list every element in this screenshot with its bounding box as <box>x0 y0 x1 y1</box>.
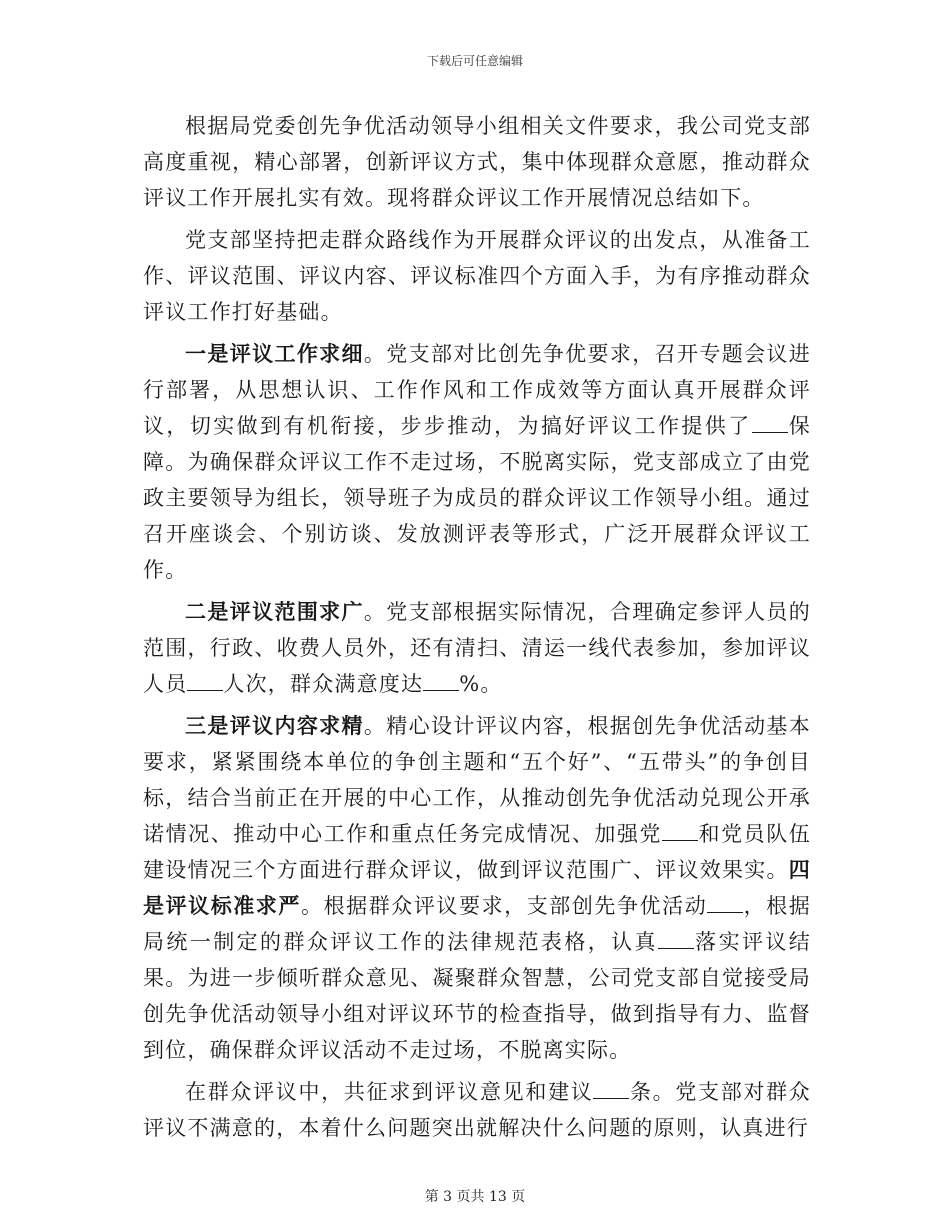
point-one-heading: 一是评议工作求细 <box>185 341 364 366</box>
point-two-text-a: 。党支部根据实际情况，合理确定参评人员的范围，行政、收费人员外，还有清扫、清运一线代表参加，参加评议人员 <box>143 600 811 696</box>
point-four-text-c: 落实评议结果。为进一步倾听群众意见、凝聚群众智慧，公司党支部自觉接受局创先争优活动领导小组对评议环节的检查指导，做到指导有力、监督到位，确保群众评议活动不走过场，不脱离实际。 <box>143 930 812 1062</box>
fill-blank <box>423 670 459 691</box>
point-three-heading: 三是评议内容求精 <box>185 713 364 738</box>
results-text-b: 条。党支部对群众评议不满意的，本着什么问题突出就解决什么问题的原则，认真进行 <box>143 1080 811 1140</box>
paragraph-point-three <box>143 708 811 1068</box>
point-one-text-a: 。党支部对比创先争优要求，召开专题会议进行部署，从思想认识、工作作风和工作成效等方面认真开展群众评议，切实做到有机衔接，步步推动，为搞好评议工作提供了 <box>143 342 811 438</box>
fill-blank <box>662 820 698 841</box>
point-four-heading: 四是评议标准求严 <box>143 857 811 918</box>
paragraph-results <box>143 1074 811 1146</box>
point-three-text-a: 。精心设计评议内容，根据创先争优活动基本要求，紧紧围绕本单位的争创主题和“五个好”、“五带头”的争创目标，结合当前正在开展的中心工作，从推动创先争优活动兑现公开承诺情况、推动中心工作和重点任务完成情况、加强党 <box>143 714 811 846</box>
page-header: 下载后可任意编辑 <box>426 54 523 68</box>
paragraph-intro: 根据局党委创先争优活动领导小组相关文件要求，我公司党支部高度重视，精心部署，创新评议方式，集中体现群众意愿，推动群众评议工作开展扎实有效。现将群众评议工作开展情况总结如下。 <box>143 114 811 210</box>
point-three-text-b: 和党员队伍建设情况三个方面进行群众评议，做到评议范围广、评议效果实。 <box>143 822 811 882</box>
point-four-text-b: ，根据局统一制定的群众评议工作的法律规范表格，认真 <box>143 894 811 954</box>
point-two-text-c: %。 <box>459 672 503 696</box>
fill-blank <box>658 928 694 949</box>
fill-blank <box>752 412 788 433</box>
document-body <box>143 108 811 1152</box>
point-four-text-a: 。根据群众评议要求，支部创先争优活动 <box>301 894 708 918</box>
results-text-a: 在群众评议中，共征求到评议意见和建议 <box>185 1080 594 1104</box>
point-two-text-b: 人次，群众满意度达 <box>223 672 424 696</box>
fill-blank <box>187 670 223 691</box>
paragraph-point-one <box>143 336 811 588</box>
fill-blank <box>593 1078 629 1099</box>
paragraph-overview: 党支部坚持把走群众路线作为开展群众评议的出发点，从准备工作、评议范围、评议内容、评议标准四个方面入手，为有序推动群众评议工作打好基础。 <box>143 228 811 324</box>
point-one-text-b: 保障。为确保群众评议工作不走过场，不脱离实际，党支部成立了由党政主要领导为组长，领导班子为成员的群众评议工作领导小组。通过召开座谈会、个别访谈、发放测评表等形式，广泛开展群众评议工作。 <box>143 414 812 582</box>
point-two-heading: 二是评议范围求广 <box>185 599 364 624</box>
fill-blank <box>707 892 743 913</box>
paragraph-point-two <box>143 594 811 702</box>
page-footer: 第 3 页共 13 页 <box>424 1189 526 1205</box>
